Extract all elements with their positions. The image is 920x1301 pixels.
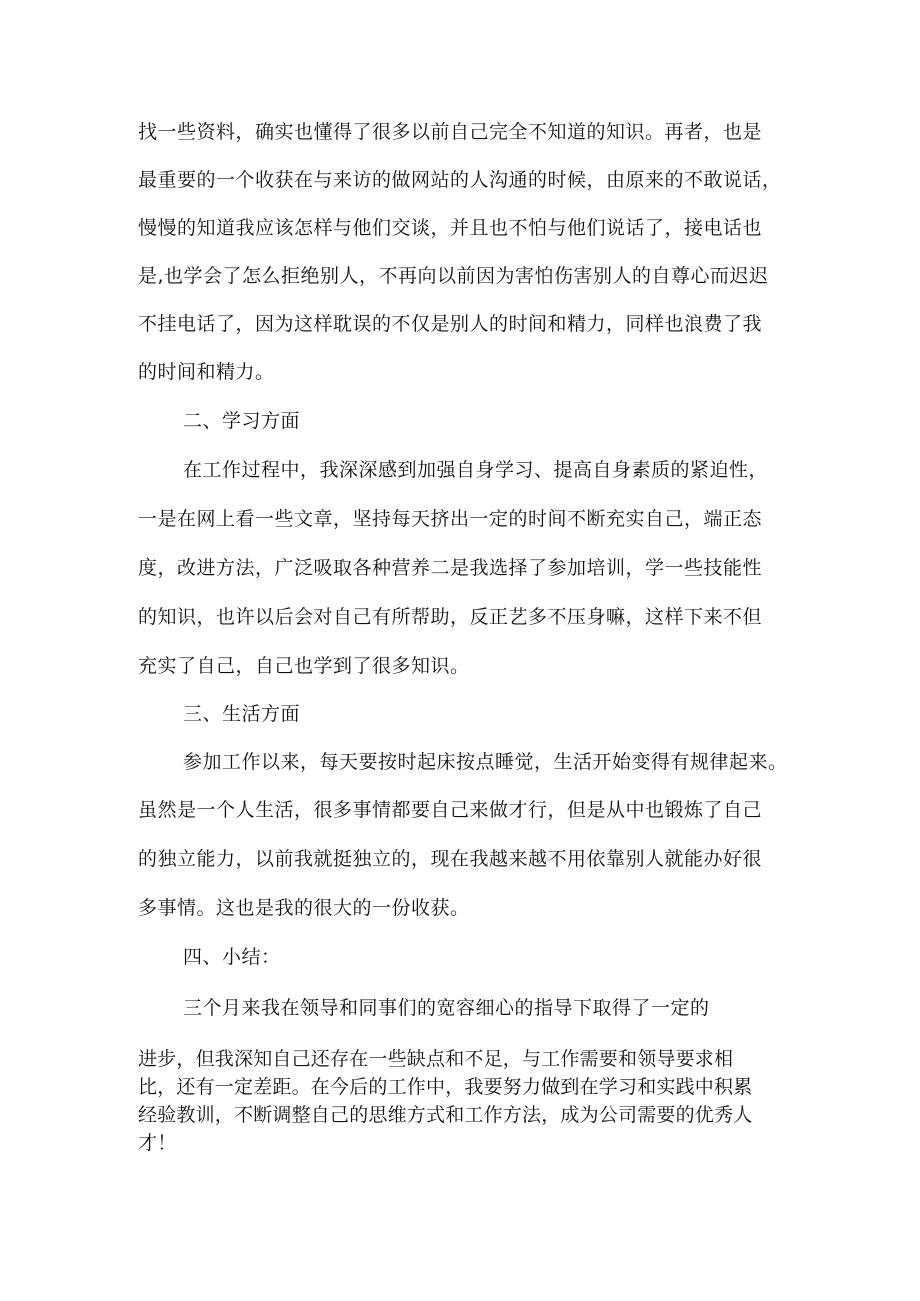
section-heading-summary: 四、小结： (183, 946, 281, 968)
paragraph-1-line-4: 是,也学会了怎么拒绝别人，不再向以前因为害怕伤害别人的自尊心而迟迟 (138, 265, 769, 287)
paragraph-3-line-4: 多事情。这也是我的很大的一份收获。 (138, 897, 470, 919)
paragraph-4-line-3: 比，还有一定差距。在今后的工作中，我要努力做到在学习和实践中积累 (138, 1076, 753, 1098)
paragraph-4-line-5: 才！ (138, 1132, 177, 1154)
paragraph-2-line-3: 度，改进方法，广泛吸取各种营养二是我选择了参加培训，学一些技能性 (138, 557, 763, 579)
paragraph-1-line-6: 的时间和精力。 (138, 361, 275, 383)
section-heading-life: 三、生活方面 (183, 703, 301, 725)
section-heading-study: 二、学习方面 (183, 410, 301, 432)
paragraph-2-line-4: 的知识，也许以后会对自己有所帮助，反正艺多不压身嘛，这样下来不但 (138, 606, 763, 628)
paragraph-4-line-2: 进步，但我深知自己还存在一些缺点和不足，与工作需要和领导要求相 (138, 1048, 734, 1070)
paragraph-4-line-1: 三个月来我在领导和同事们的宽容细心的指导下取得了一定的 (183, 997, 710, 1019)
paragraph-1-line-5: 不挂电话了，因为这样耽误的不仅是别人的时间和精力，同样也浪费了我 (138, 313, 763, 335)
paragraph-2-line-1: 在工作过程中，我深深感到加强自身学习、提高自身素质的紧迫性， (183, 459, 769, 481)
paragraph-1-line-1: 找一些资料，确实也懂得了很多以前自己完全不知道的知识。再者，也是 (138, 121, 763, 143)
paragraph-4-line-4: 经验教训，不断调整自己的思维方式和工作方法，成为公司需要的优秀人 (138, 1104, 753, 1126)
paragraph-1-line-2: 最重要的一个收获在与来访的做网站的人沟通的时候，由原来的不敢说话， (138, 169, 782, 191)
paragraph-3-line-3: 的独立能力，以前我就挺独立的，现在我越来越不用依靠别人就能办好很 (138, 848, 763, 870)
paragraph-2-line-5: 充实了自己，自己也学到了很多知识。 (138, 655, 470, 677)
paragraph-3-line-2: 虽然是一个人生活，很多事情都要自己来做才行，但是从中也锻炼了自己 (138, 799, 763, 821)
paragraph-1-line-3: 慢慢的知道我应该怎样与他们交谈，并且也不怕与他们说话了，接电话也 (138, 217, 763, 239)
paragraph-2-line-2: 一是在网上看一些文章，坚持每天挤出一定的时间不断充实自己，端正态 (138, 508, 763, 530)
paragraph-3-line-1: 参加工作以来，每天要按时起床按点睡觉，生活开始变得有规律起来。 (183, 751, 788, 773)
